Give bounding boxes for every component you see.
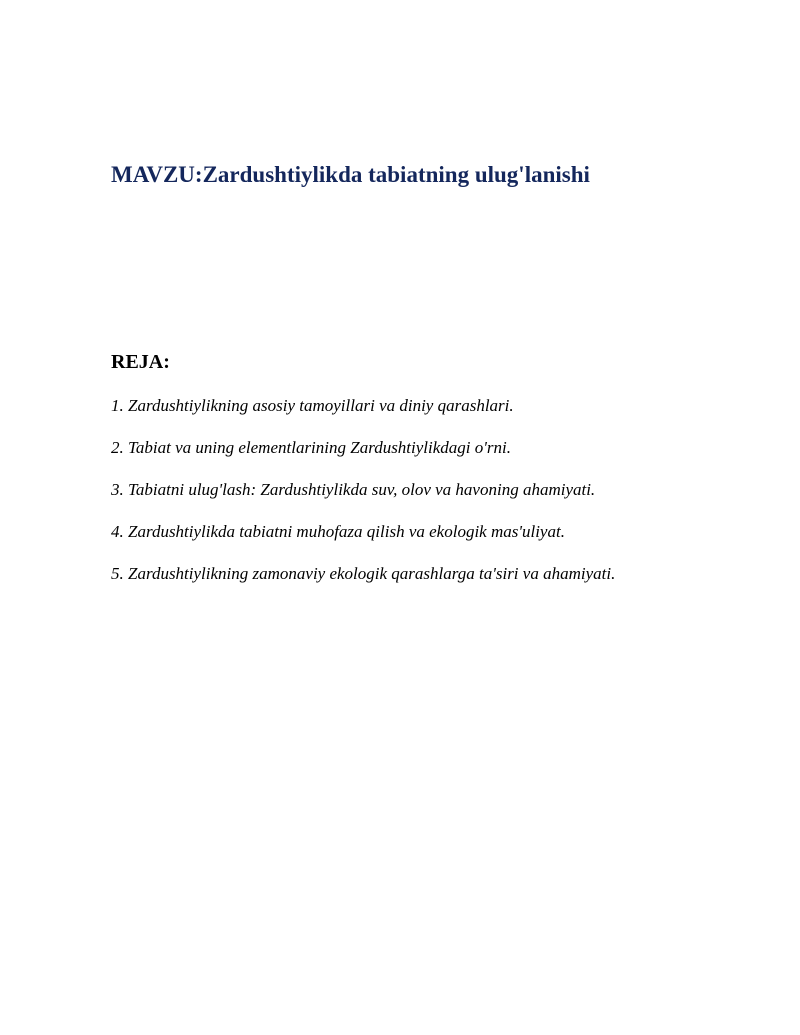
plan-item-3: 3. Tabiatni ulug'lash: Zardushtiylikda suv, olov va havoning ahamiyati.	[111, 480, 596, 499]
plan-heading: REJA:	[111, 351, 170, 373]
plan-item-2: 2. Tabiat va uning elementlarining Zardushtiylikdagi o'rni.	[111, 438, 511, 457]
plan-list	[111, 394, 615, 604]
plan-item-1: 1. Zardushtiylikning asosiy tamoyillari va diniy qarashlari.	[111, 396, 514, 415]
plan-item-4: 4. Zardushtiylikda tabiatni muhofaza qilish va ekologik mas'uliyat.	[111, 522, 565, 541]
plan-item-5: 5. Zardushtiylikning zamonaviy ekologik qarashlarga ta'siri va ahamiyati.	[111, 564, 616, 583]
page-title: MAVZU:Zardushtiylikda tabiatning ulug'lanishi	[111, 162, 590, 187]
